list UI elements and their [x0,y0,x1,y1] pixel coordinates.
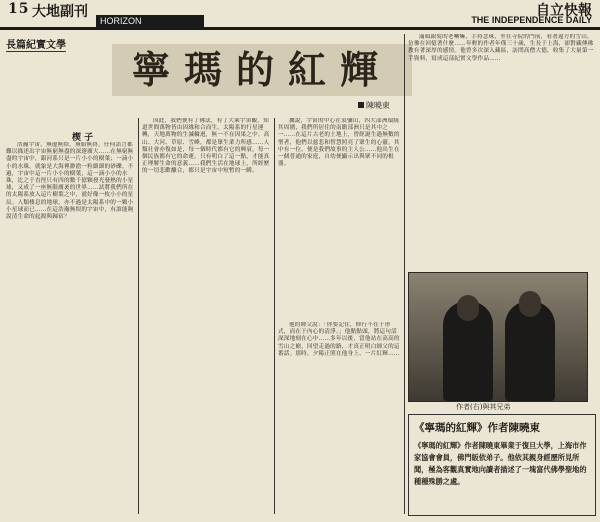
column-3-text: 據說，宇宙的中心在須彌山，四大部洲環繞其周圍，我們所居住的南瞻部洲只是其中之一……在這片古老的土地上，曾經誕生過無數的聖者，他們以慈悲和智慧照亮了眾生的心靈。其中有一位，便是我們故事的主人公……他出生在一個普通的家庭，自幼便顯示出與眾不同的根器。 [278,118,400,168]
body-column-4 [278,322,402,514]
column-2-text: 因此，我們便有了佛法，有了大乘宇宙觀，知道世間萬物皆由因緣和合而生。太陽系的行星運轉，天地萬物的生滅輪迴，無一不在因果之中。高山、大河、草原、雪峰，都是眾生業力所感……人類社會亦復如是，每一個時代都有它的興衰，每一個民族都有它的命運。只有明白了這一點，才能真正理解生命的意義……我們生活在地球上，所經歷的一切悲歡離合，都只是宇宙中短暫的一瞬。 [142,118,270,175]
body-column-1 [6,142,134,514]
prologue-heading: 楔 子 [72,133,94,143]
column-divider [404,34,405,514]
body-column-3 [278,118,402,318]
bio-box-text: 《寧瑪的紅輝》作者陳曉東畢業于復旦大學，上海市作家協會會員，佛門皈依弟子。他依其親身經歷所見所聞，極為客觀真實地向讀者描述了一塊富代佛學聖地的種種殊勝之處。 [414,441,587,486]
bio-box-title: 《寧瑪的紅輝》作者陳曉東 [414,422,540,434]
genre-label: 長篇紀實文學 [6,36,66,52]
section-english-label: HORIZON [96,15,204,27]
column-4-text: 他的師父說：「你要記住，修行不在于形式，而在于內心的清淨。」他點點頭，將這句話深深地刻在心中……多年以後，當他站在高高的雪山之巔，回望走過的路，才真正明白師父的這番話。那時，夕陽正照在他身上，一片紅輝…… [278,322,400,357]
header-rule [0,27,600,30]
page-number: 15 [8,1,30,17]
body-column-5 [408,34,594,266]
column-5-text: 滿頭銀髮的老喇嘛，手持念珠，坐在寺院的門前，看著遠方的雪山，彷彿在回憶著什麼……年輕的作者年僅三十歲，生長于上海，卻對藏傳佛教有著深厚的感情。他曾多次深入藏區，訪問高僧大德，收集了大量第一手資料，寫成這部紀實文學作品…… [408,34,594,62]
author-line [358,100,390,111]
column-divider [138,118,139,514]
paper-name: 自立快報 [536,3,592,19]
author-name: 陳曉東 [366,101,390,110]
author-photo [408,272,588,402]
column-1-text: 浩瀚宇宙，無邊無際，無始無終。任何語言都難以描述出宇宙無窮無盡的深邃廣大……在無窮無盡的宇宙中，銀河系只是一片小小的樹葉；一滴小小的水珠，就象是大海裡渺滄一粒細細的砂礫。不過，宇宙中這一片小小的樹葉，這一滴小小的水珠，比之于直徑只有四的數千億顆發光發熱的小星球，又成了一座無限廣袤的世界……試將我們所在的太陽系放入這片樹葉之中，就好像一枚小小的星辰。人類棲息的地球，亦不過是太陽系中的一顆小小星球而已……在這浩瀚無垠的宇宙中，有誰能夠說清生命的起源與歸宿？ [6,142,134,221]
person-right-head [519,291,541,317]
article-title: 寧瑪的紅輝 [112,44,412,96]
author-marker-icon [358,102,364,108]
section-title: 大地副刊 [32,4,88,20]
column-divider [274,118,275,514]
person-left-head [457,295,479,321]
body-column-2 [142,118,270,514]
photo-caption: 作者(右)與其兄弟 [456,403,511,411]
newspaper-header [0,0,600,30]
paper-english-name: THE INDEPENDENCE DAILY [471,15,592,25]
